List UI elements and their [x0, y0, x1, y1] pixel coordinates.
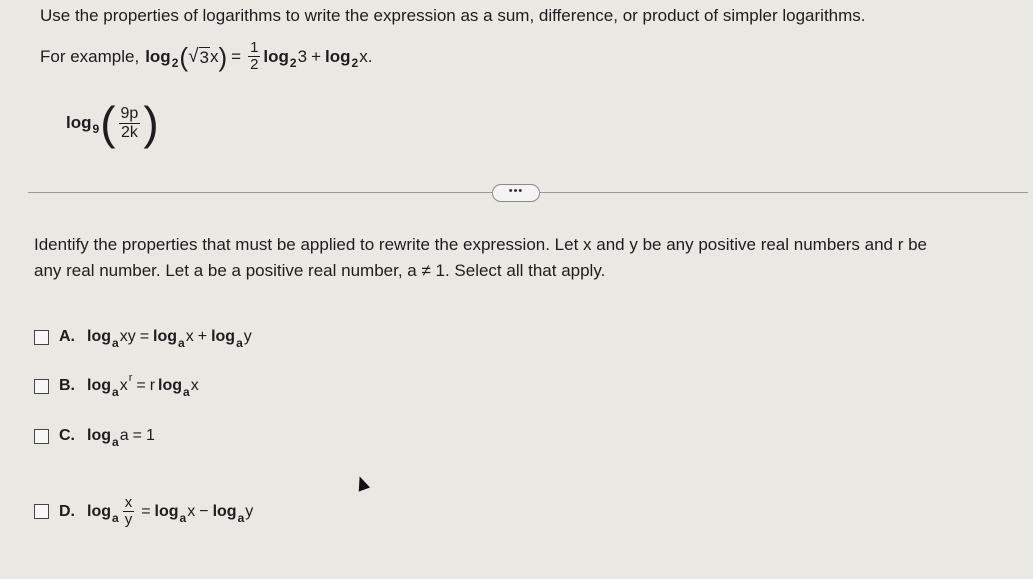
instruction-line-1: Identify the properties that must be applied to rewrite the expression. Let x and y be any positive real numbers and r be [34, 235, 928, 254]
checkbox[interactable] [34, 504, 49, 519]
problem-expression: log 9 ( $\frac{9p}{2k}$ ) [66, 97, 159, 149]
choice-letter: B. [59, 377, 75, 394]
choice-a[interactable]: A. log a xy = log a x + log a y [34, 328, 252, 346]
choice-c[interactable]: C. log a a = 1 [34, 427, 155, 445]
question-prompt: Use the properties of logarithms to write the expression as a sum, difference, or product of simpler logarithms. [40, 6, 866, 25]
example-formula: For example, log 2 ( √ 3 x ) = $\frac{1}{2}$ log 2 3 + log 2 x. [40, 39, 373, 73]
choice-letter: C. [59, 427, 75, 444]
mouse-cursor-icon [354, 474, 370, 491]
checkbox[interactable] [34, 379, 49, 394]
choice-letter: D. [59, 502, 75, 520]
checkbox[interactable] [34, 330, 49, 345]
choice-b[interactable]: B. log a x r = r log a x [34, 377, 199, 395]
example-label: For example, [40, 46, 140, 66]
more-options-button[interactable]: ••• [492, 184, 540, 202]
instructions [34, 232, 1024, 284]
instruction-line-2: any real number. Let a be a positive real number, a ≠ 1. Select all that apply. [34, 261, 606, 280]
choice-letter: A. [59, 328, 75, 345]
checkbox[interactable] [34, 429, 49, 444]
choice-d[interactable]: D. log a $\frac{x}{y}$ = log a x − log a y [34, 495, 253, 528]
